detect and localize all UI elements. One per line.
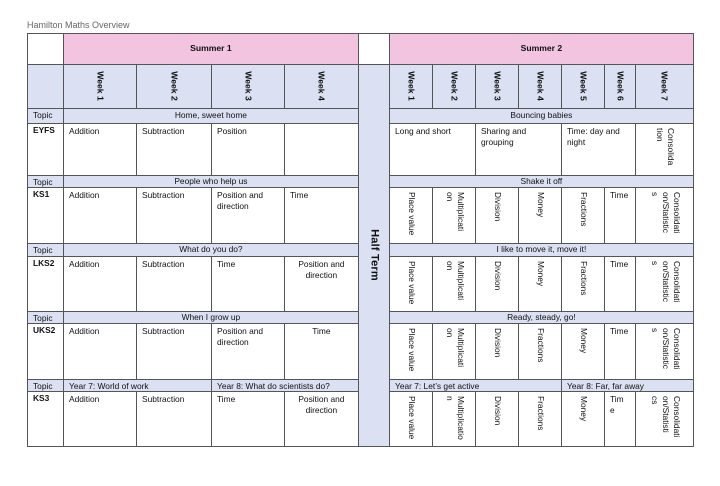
summer2-lesson-cell	[518, 323, 562, 380]
summer1-lesson-cell	[136, 256, 212, 312]
summer2-lesson-cell	[604, 323, 636, 380]
lesson-text: Multiplicati on	[444, 261, 466, 301]
summer1-lesson-cell	[211, 391, 285, 447]
summer1-lesson-cell	[136, 391, 212, 447]
lesson-text: Money	[579, 396, 589, 422]
summer2-lesson-cell	[432, 187, 476, 244]
summer2-week-header	[604, 64, 636, 109]
lesson-text: Tim e	[610, 394, 624, 415]
stage-label: KS3	[33, 393, 50, 403]
summer2-lesson-cell	[561, 391, 605, 447]
summer2-week-header	[475, 64, 519, 109]
summer1-lesson-cell	[211, 323, 285, 380]
week-label: Week 7	[659, 71, 670, 102]
summer2-header	[389, 33, 694, 65]
week-label-wrap	[212, 65, 284, 108]
summer2-topic-text: Bouncing babies	[510, 110, 573, 121]
week-label-wrap	[433, 65, 475, 108]
lesson-text: Division	[493, 396, 503, 426]
topic-label-cell	[27, 311, 64, 324]
summer2-lesson-cell	[389, 187, 433, 244]
summer2-lesson-cell	[635, 391, 694, 447]
lesson-text: Place value	[407, 261, 417, 305]
summer2-topic	[389, 311, 694, 324]
summer2-week-header	[518, 64, 562, 109]
lesson-text: Division	[493, 192, 503, 222]
lesson-text: Fractions	[536, 396, 546, 431]
summer2-lesson-cell	[604, 391, 636, 447]
lesson-text: Place value	[407, 328, 417, 372]
lesson-text: Subtraction	[142, 394, 185, 404]
summer2-lesson-cell	[475, 187, 519, 244]
summer1-lesson-cell	[63, 391, 137, 447]
stage-label-cell	[27, 187, 64, 244]
summer2-topic	[389, 243, 694, 257]
summer2-lesson-cell	[604, 256, 636, 312]
summer2-lesson-cell	[475, 391, 519, 447]
summer2-lesson-cell	[432, 323, 476, 380]
summer1-lesson-cell	[211, 256, 285, 312]
summer2-topic	[389, 175, 694, 188]
week-label-wrap	[285, 65, 358, 108]
summer2-lesson-cell	[635, 187, 694, 244]
summer2-lesson-cell	[475, 256, 519, 312]
topic-label: Topic	[33, 245, 53, 255]
lesson-text: Position and direction	[217, 326, 264, 347]
week-label: Week 6	[615, 71, 626, 102]
summer1-lesson-cell	[63, 323, 137, 380]
corner-cell-weeks	[27, 64, 64, 109]
stage-label-cell	[27, 256, 64, 312]
week-label-wrap	[137, 65, 211, 108]
corner-cell	[27, 33, 64, 65]
lesson-text: Sharing and grouping	[481, 126, 527, 147]
week-label: Week 4	[316, 71, 327, 102]
summer1-title: Summer 1	[190, 43, 232, 54]
lesson-text: Consolidati on/Statistic s	[649, 192, 682, 234]
lesson-text: Long and short	[395, 126, 451, 136]
stage-label: KS1	[33, 189, 50, 199]
summer2-topic-year8	[561, 379, 694, 392]
topic-label: Topic	[33, 381, 53, 391]
lesson-text: Time: day and night	[567, 126, 620, 147]
lesson-text: Time	[610, 190, 629, 200]
lesson-text: Fractions	[579, 261, 589, 296]
summer2-title: Summer 2	[520, 43, 563, 54]
lesson-text: Time	[217, 394, 236, 404]
topic-label: Topic	[33, 177, 53, 187]
summer1-topic	[63, 243, 359, 257]
lesson-text: Time	[290, 190, 309, 200]
summer2-lesson-cell	[561, 256, 605, 312]
topic-label: Topic	[33, 110, 53, 120]
summer1-topic-text: Home, sweet home	[174, 110, 247, 121]
lesson-text: Place value	[407, 192, 417, 236]
summer2-topic-text: Shake it off	[520, 175, 563, 186]
summer2-lesson-cell	[518, 187, 562, 244]
stage-label: LKS2	[33, 258, 55, 268]
lesson-text: Division	[493, 328, 503, 358]
week-label: Week 5	[578, 71, 589, 102]
lesson-text: Subtraction	[142, 190, 185, 200]
lesson-text: Time	[610, 259, 629, 269]
summer2-week-header	[432, 64, 476, 109]
topic-label-cell	[27, 379, 64, 392]
summer2-lesson-cell	[475, 123, 562, 176]
summer1-lesson-cell	[284, 391, 359, 447]
summer2-lesson-cell	[518, 391, 562, 447]
lesson-text: Addition	[69, 326, 100, 336]
summer2-lesson-cell	[604, 187, 636, 244]
topic-label-cell	[27, 108, 64, 124]
summer1-topic-year8	[211, 379, 359, 392]
week-label: Week 1	[406, 71, 417, 102]
summer1-header	[63, 33, 359, 65]
summer2-week-header	[635, 64, 694, 109]
week-label: Week 1	[95, 71, 106, 102]
summer2-lesson-cell	[389, 123, 476, 176]
summer2-topic-text: Year 7: Let’s get active	[395, 381, 480, 391]
summer2-topic-text: I like to move it, move it!	[496, 244, 587, 255]
summer1-topic-text: Year 8: What do scientists do?	[217, 381, 330, 391]
lesson-text: Multiplicati on	[444, 328, 466, 368]
summer2-topic	[389, 108, 694, 124]
lesson-text: Addition	[69, 394, 100, 404]
summer1-lesson-cell	[284, 323, 359, 380]
summer2-lesson-cell	[561, 187, 605, 244]
stage-label-cell	[27, 391, 64, 447]
week-label: Week 3	[243, 71, 254, 102]
summer1-lesson-cell	[284, 123, 359, 176]
lesson-text: Addition	[69, 259, 100, 269]
week-label-wrap	[605, 65, 635, 108]
lesson-text: Multiplicatio n	[444, 396, 466, 440]
stage-label-cell	[27, 123, 64, 176]
summer1-week-header	[136, 64, 212, 109]
summer2-week-header	[389, 64, 433, 109]
summer1-topic	[63, 311, 359, 324]
lesson-text: Position	[217, 126, 247, 136]
lesson-text: Position and direction	[217, 190, 264, 211]
lesson-text: Consolidati on/Statisti cs	[649, 396, 682, 438]
summer1-topic-text: People who help us	[174, 175, 248, 186]
half-term-top	[358, 33, 390, 65]
lesson-text: Subtraction	[142, 126, 185, 136]
summer2-lesson-cell	[561, 323, 605, 380]
summer1-lesson-cell	[136, 123, 212, 176]
week-label: Week 3	[492, 71, 503, 102]
lesson-text: Position and direction	[298, 259, 345, 280]
lesson-text: Place value	[407, 396, 417, 440]
summer2-topic-text: Year 8: Far, far away	[567, 381, 644, 391]
summer2-topic-year7	[389, 379, 562, 392]
summer1-topic-text: Year 7: World of work	[69, 381, 149, 391]
summer2-lesson-cell	[389, 256, 433, 312]
week-label-wrap	[64, 65, 136, 108]
topic-label: Topic	[33, 313, 53, 323]
document-title: Hamilton Maths Overview	[27, 20, 130, 30]
summer1-lesson-cell	[211, 187, 285, 244]
summer1-lesson-cell	[63, 187, 137, 244]
lesson-text: Addition	[69, 126, 100, 136]
week-label-wrap	[636, 65, 693, 108]
lesson-text: Consolida tion	[655, 128, 676, 166]
summer1-week-header	[211, 64, 285, 109]
summer2-lesson-cell	[635, 323, 694, 380]
summer2-lesson-cell	[389, 391, 433, 447]
summer1-lesson-cell	[284, 256, 359, 312]
lesson-text: Money	[536, 192, 546, 218]
week-label-wrap	[390, 65, 432, 108]
summer2-lesson-cell	[432, 256, 476, 312]
topic-label-cell	[27, 175, 64, 188]
summer1-week-header	[63, 64, 137, 109]
summer1-topic-year7	[63, 379, 212, 392]
stage-label: UKS2	[33, 325, 56, 335]
summer1-lesson-cell	[63, 256, 137, 312]
summer2-lesson-cell	[518, 256, 562, 312]
lesson-text: Time	[312, 326, 331, 336]
week-label-wrap	[562, 65, 604, 108]
lesson-text: Time	[610, 326, 629, 336]
lesson-text: Consolidati on/Statistic s	[649, 328, 682, 370]
lesson-text: Money	[536, 261, 546, 287]
summer1-topic	[63, 175, 359, 188]
half-term-label: Half Term	[368, 229, 381, 282]
summer2-lesson-cell	[635, 123, 694, 176]
summer1-lesson-cell	[136, 323, 212, 380]
summer2-lesson-cell	[389, 323, 433, 380]
summer2-lesson-cell	[561, 123, 636, 176]
summer2-topic-text: Ready, steady, go!	[507, 311, 576, 322]
stage-label: EYFS	[33, 125, 55, 135]
lesson-text: Subtraction	[142, 259, 185, 269]
summer2-week-header	[561, 64, 605, 109]
stage-label-cell	[27, 323, 64, 380]
lesson-text: Addition	[69, 190, 100, 200]
summer1-week-header	[284, 64, 359, 109]
lesson-text: Multiplicati on	[444, 192, 466, 232]
lesson-text: Time	[217, 259, 236, 269]
summer1-lesson-cell	[211, 123, 285, 176]
week-label-wrap	[476, 65, 518, 108]
summer2-lesson-cell	[475, 323, 519, 380]
half-term-label-wrap	[359, 65, 389, 446]
lesson-text: Subtraction	[142, 326, 185, 336]
topic-label-cell	[27, 243, 64, 257]
summer1-lesson-cell	[136, 187, 212, 244]
summer1-topic-text: What do you do?	[179, 244, 243, 255]
week-label: Week 4	[535, 71, 546, 102]
lesson-text: Fractions	[579, 192, 589, 227]
lesson-text: Division	[493, 261, 503, 291]
lesson-text: Consolidati on/Statistic s	[649, 261, 682, 303]
lesson-text: Money	[579, 328, 589, 354]
summer2-lesson-cell	[635, 256, 694, 312]
half-term-column	[358, 64, 390, 447]
summer2-lesson-cell	[432, 391, 476, 447]
week-label: Week 2	[449, 71, 460, 102]
summer1-topic-text: When I grow up	[181, 311, 241, 322]
lesson-text: Fractions	[536, 328, 546, 363]
summer1-topic	[63, 108, 359, 124]
summer1-lesson-cell	[284, 187, 359, 244]
lesson-text: Position and direction	[298, 394, 345, 415]
week-label: Week 2	[169, 71, 180, 102]
summer1-lesson-cell	[63, 123, 137, 176]
week-label-wrap	[519, 65, 561, 108]
